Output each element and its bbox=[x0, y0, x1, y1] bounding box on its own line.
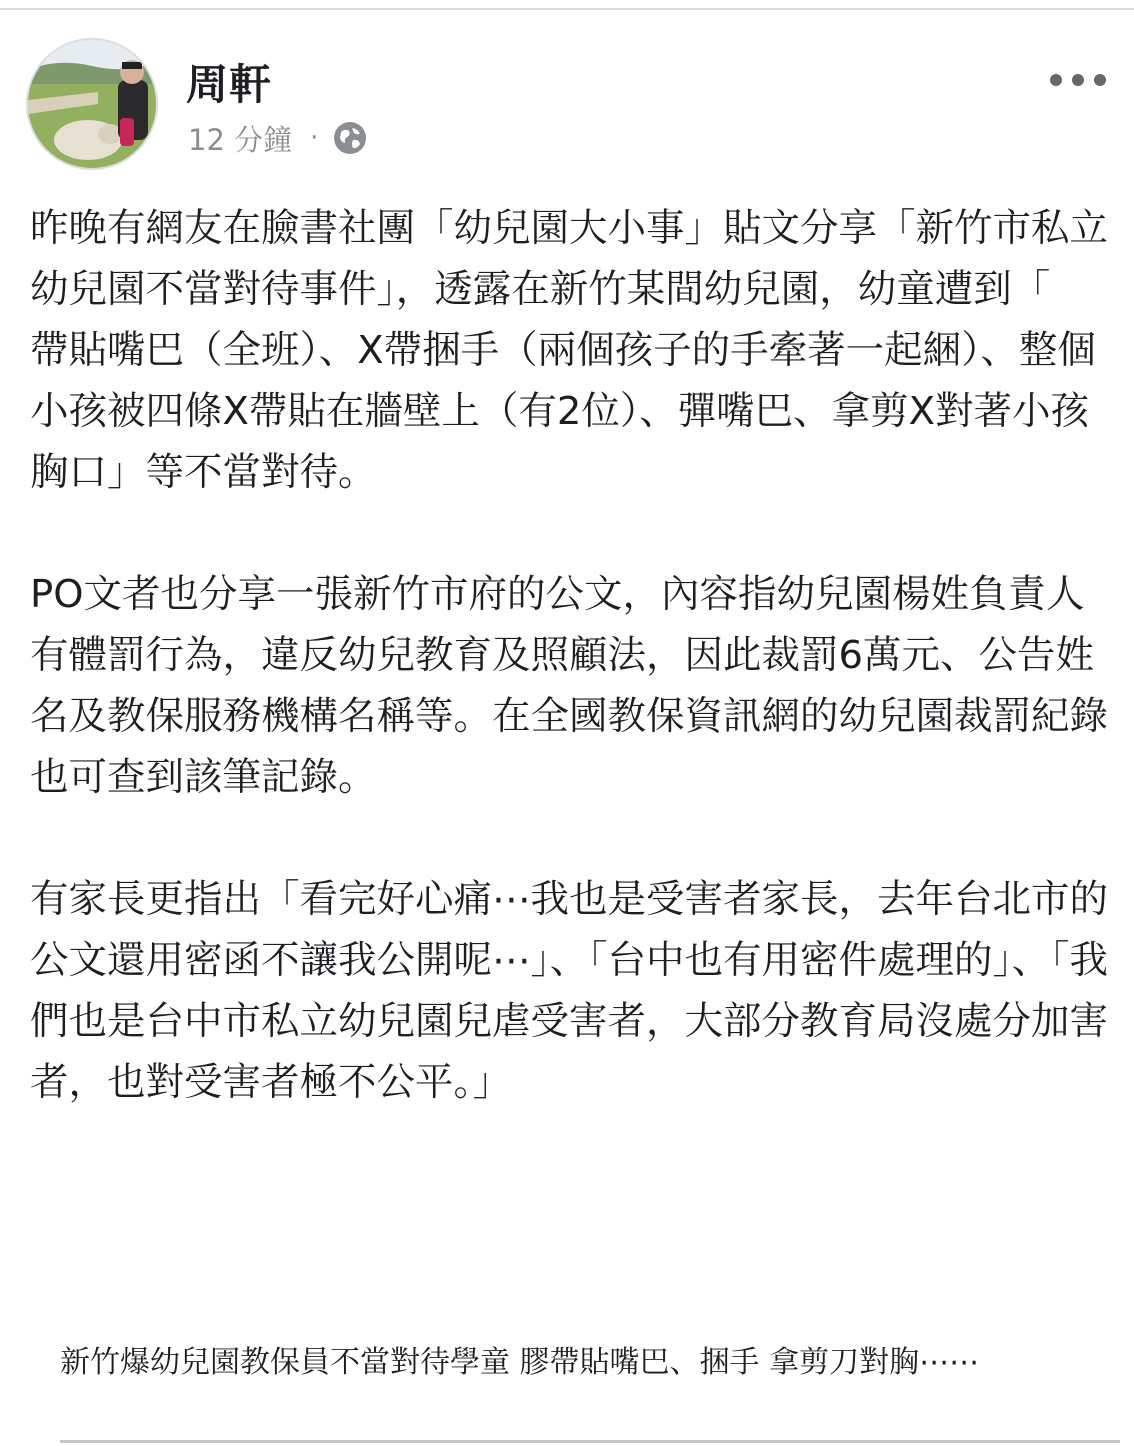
link-preview-divider bbox=[60, 1440, 1120, 1443]
more-options-icon[interactable] bbox=[1050, 68, 1106, 92]
more-dot bbox=[1094, 74, 1106, 86]
post-header bbox=[26, 38, 1116, 158]
more-dot bbox=[1072, 74, 1084, 86]
post-paragraph: 有家長更指出「看完好心痛⋯我也是受害者家長，去年台北市的公文還用密函不讓我公開呢⋯」、「台中也有用密件處理的」、「我們也是台中市私立幼兒園兒虐受害者，大部分教育局沒處分加害者，也對受害者極不公平。」 bbox=[30, 877, 1109, 1105]
avatar-photo bbox=[28, 40, 156, 168]
post-timestamp[interactable]: 12 分鐘 bbox=[188, 122, 293, 157]
post-paragraph: PO文者也分享一張新竹市府的公文，內容指幼兒園楊姓負責人有體罰行為，違反幼兒教育及照顧法，因此裁罰6萬元、公告姓名及教保服務機構名稱等。在全國教保資訊網的幼兒園裁罰紀錄也可查到該筆記錄。 bbox=[30, 572, 1109, 800]
globe-icon[interactable] bbox=[332, 120, 368, 156]
author-avatar[interactable] bbox=[26, 38, 158, 170]
top-divider bbox=[0, 8, 1134, 10]
post-body bbox=[30, 198, 1122, 1113]
link-preview-title[interactable]: 新竹爆幼兒園教保員不當對待學童 膠帶貼嘴巴、捆手 拿剪刀對胸⋯⋯ bbox=[60, 1345, 980, 1380]
author-name[interactable]: 周軒 bbox=[186, 60, 273, 109]
meta-separator: · bbox=[310, 123, 319, 153]
post-paragraph: 昨晚有網友在臉書社團「幼兒園大小事」貼文分享「新竹市私立幼兒園不當對待事件」，透露在新竹某間幼兒園，幼童遭到「 帶貼嘴巴（全班）、X帶捆手（兩個孩子的手牽著一起綑）、整個小孩被四條X帶貼在牆壁上（有2位）、彈嘴巴、拿剪X對著小孩胸口」等不當對待。 bbox=[30, 206, 1109, 495]
post-meta bbox=[188, 118, 368, 158]
more-dot bbox=[1050, 74, 1062, 86]
